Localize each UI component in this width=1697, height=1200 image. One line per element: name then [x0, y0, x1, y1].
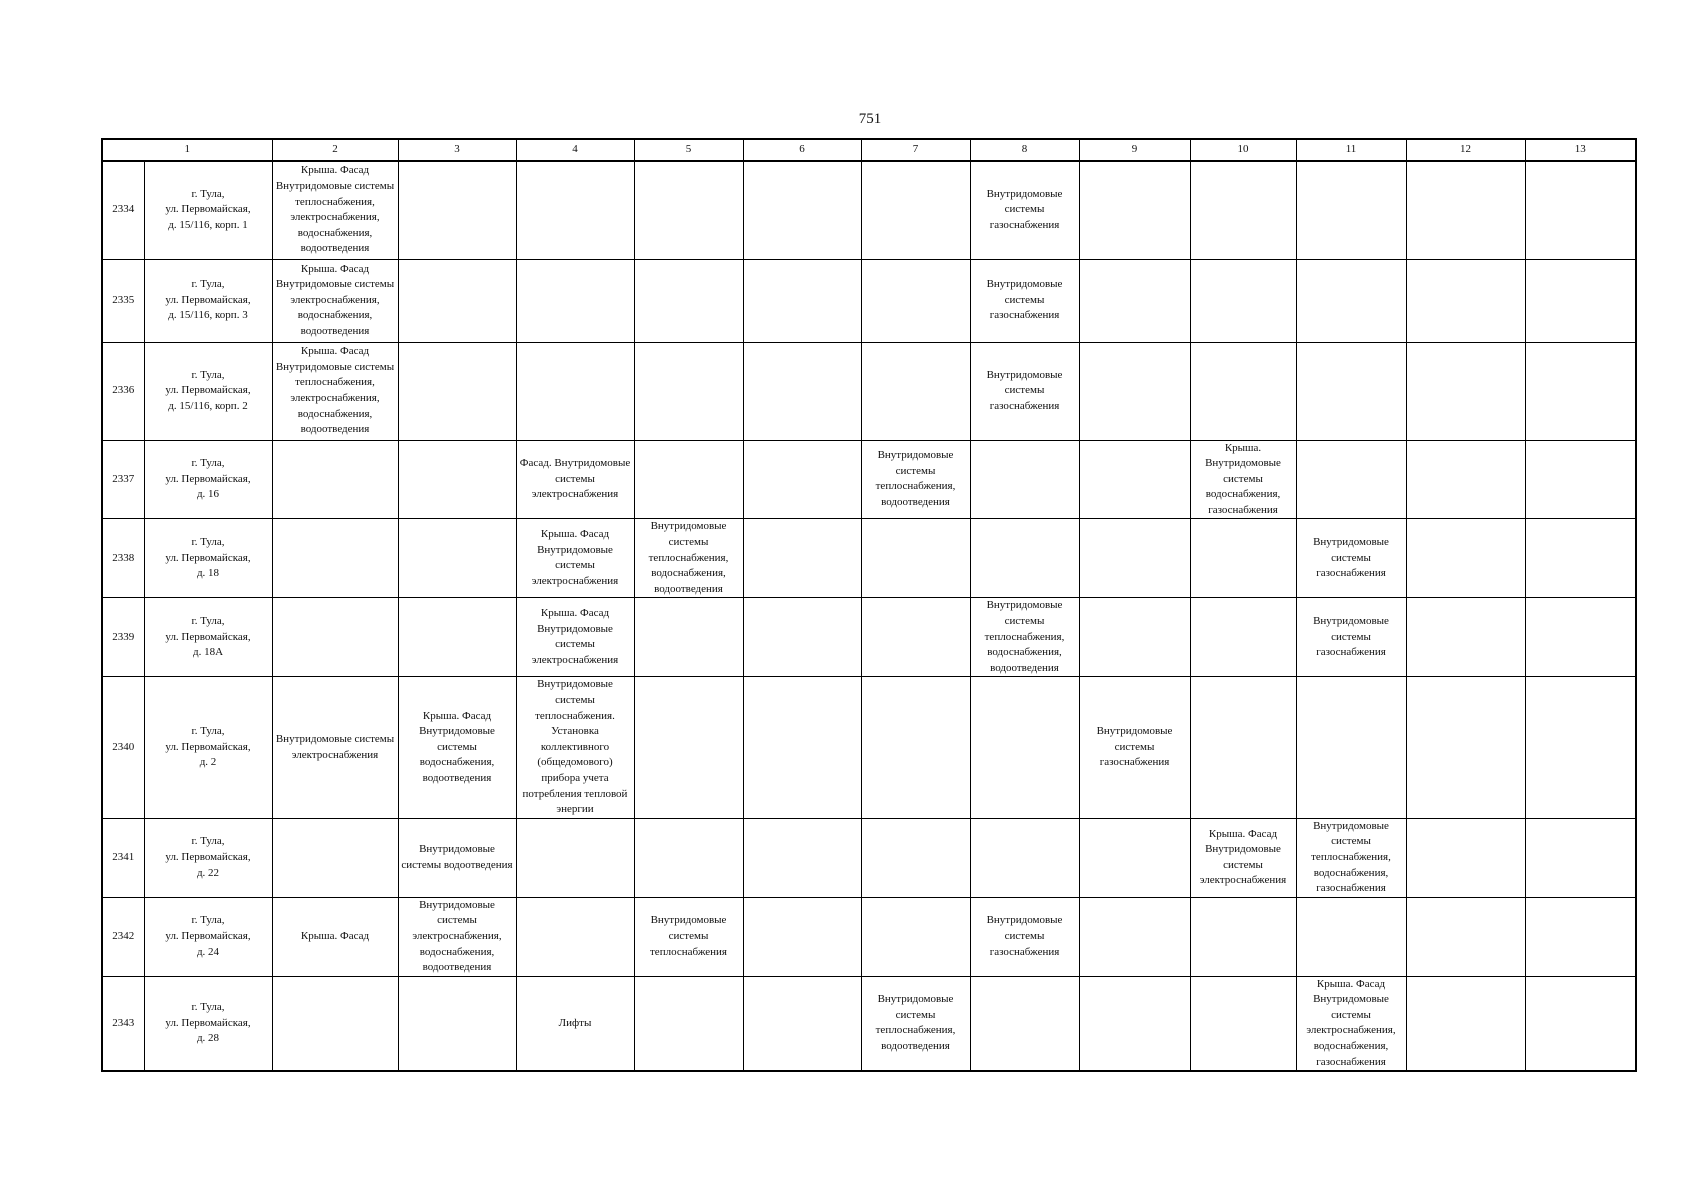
work-cell-col-12 [1406, 598, 1525, 677]
work-cell-col-13 [1525, 897, 1636, 976]
work-cell-col-10 [1190, 976, 1296, 1071]
work-cell-col-3: Крыша. Фасад Внутридомовые системы водоснабжения, водоотведения [398, 677, 516, 818]
address-line: г. Тула, [191, 187, 225, 200]
row-number: 2339 [102, 598, 144, 677]
work-cell-col-13 [1525, 440, 1636, 519]
work-cell-col-3 [398, 519, 516, 598]
work-cell-col-11 [1296, 897, 1406, 976]
work-cell-col-9 [1079, 976, 1190, 1071]
table-row [102, 342, 1636, 440]
work-cell-col-3 [398, 598, 516, 677]
work-cell-col-13 [1525, 818, 1636, 897]
address-cell [144, 598, 272, 677]
column-header-6: 6 [743, 139, 861, 161]
work-cell-col-6 [743, 519, 861, 598]
address-line: ул. Первомайская, [165, 293, 251, 306]
work-cell-col-4: Лифты [516, 976, 634, 1071]
work-cell-col-6 [743, 440, 861, 519]
repair-schedule-table [101, 138, 1637, 1072]
address-cell [144, 161, 272, 259]
table-row [102, 976, 1636, 1071]
work-cell-col-2: Крыша. Фасад Внутридомовые системы теплоснабжения, электроснабжения, водоснабжения, водоотведения [272, 161, 398, 259]
row-number: 2341 [102, 818, 144, 897]
work-cell-col-11 [1296, 259, 1406, 342]
column-header-12: 12 [1406, 139, 1525, 161]
work-cell-col-4: Фасад. Внутридомовые системы электроснабжения [516, 440, 634, 519]
work-cell-col-2 [272, 519, 398, 598]
work-cell-col-7 [861, 897, 970, 976]
work-cell-col-3: Внутридомовые системы электроснабжения, водоснабжения, водоотведения [398, 897, 516, 976]
work-cell-col-2: Крыша. Фасад Внутридомовые системы электроснабжения, водоснабжения, водоотведения [272, 259, 398, 342]
address-line: д. 22 [196, 866, 220, 879]
table-row [102, 519, 1636, 598]
work-cell-col-10 [1190, 897, 1296, 976]
address-line: г. Тула, [191, 457, 225, 470]
work-cell-col-5 [634, 259, 743, 342]
work-cell-col-9 [1079, 519, 1190, 598]
work-cell-col-10 [1190, 259, 1296, 342]
table-row [102, 677, 1636, 818]
work-cell-col-9 [1079, 897, 1190, 976]
work-cell-col-7: Внутридомовые системы теплоснабжения, водоотведения [861, 440, 970, 519]
address-cell [144, 677, 272, 818]
work-cell-col-4: Крыша. Фасад Внутридомовые системы электроснабжения [516, 519, 634, 598]
work-cell-col-2: Крыша. Фасад [272, 897, 398, 976]
work-cell-col-9 [1079, 259, 1190, 342]
work-cell-col-6 [743, 598, 861, 677]
work-cell-col-8: Внутридомовые системы газоснабжения [970, 259, 1079, 342]
work-cell-col-2 [272, 598, 398, 677]
work-cell-col-9: Внутридомовые системы газоснабжения [1079, 677, 1190, 818]
work-cell-col-10 [1190, 342, 1296, 440]
work-cell-col-10 [1190, 519, 1296, 598]
work-cell-col-7 [861, 161, 970, 259]
work-cell-col-4 [516, 259, 634, 342]
work-cell-col-4 [516, 897, 634, 976]
work-cell-col-12 [1406, 259, 1525, 342]
address-cell [144, 519, 272, 598]
column-header-11: 11 [1296, 139, 1406, 161]
work-cell-col-12 [1406, 342, 1525, 440]
work-cell-col-10 [1190, 677, 1296, 818]
work-cell-col-5 [634, 161, 743, 259]
work-cell-col-13 [1525, 342, 1636, 440]
work-cell-col-6 [743, 976, 861, 1071]
column-header-1: 1 [102, 139, 272, 161]
work-cell-col-6 [743, 818, 861, 897]
work-cell-col-4 [516, 342, 634, 440]
work-cell-col-10 [1190, 598, 1296, 677]
work-cell-col-11 [1296, 161, 1406, 259]
work-cell-col-13 [1525, 976, 1636, 1071]
address-line: г. Тула, [191, 615, 225, 628]
work-cell-col-11: Внутридомовые системы газоснабжения [1296, 598, 1406, 677]
row-number: 2336 [102, 342, 144, 440]
address-line: ул. Первомайская, [165, 203, 251, 216]
work-cell-col-2 [272, 976, 398, 1071]
address-line: ул. Первомайская, [165, 630, 251, 643]
work-cell-col-6 [743, 677, 861, 818]
table-row [102, 259, 1636, 342]
work-cell-col-8 [970, 519, 1079, 598]
work-cell-col-8 [970, 976, 1079, 1071]
work-cell-col-9 [1079, 818, 1190, 897]
address-line: д. 24 [196, 945, 220, 958]
work-cell-col-6 [743, 259, 861, 342]
work-cell-col-8: Внутридомовые системы газоснабжения [970, 897, 1079, 976]
address-cell [144, 897, 272, 976]
page-number: 751 [858, 111, 882, 127]
work-cell-col-12 [1406, 519, 1525, 598]
address-line: г. Тула, [191, 1001, 225, 1014]
address-cell [144, 342, 272, 440]
address-line: г. Тула, [191, 368, 225, 381]
address-line: д. 28 [196, 1032, 220, 1045]
work-cell-col-5 [634, 677, 743, 818]
work-cell-col-3 [398, 440, 516, 519]
column-header-7: 7 [861, 139, 970, 161]
column-number-row [102, 139, 1636, 161]
work-cell-col-5 [634, 598, 743, 677]
column-header-9: 9 [1079, 139, 1190, 161]
work-cell-col-8 [970, 818, 1079, 897]
work-cell-col-4: Внутридомовые системы теплоснабжения. Установка коллективного (общедомового) прибора учета потребления тепловой энергии [516, 677, 634, 818]
work-cell-col-9 [1079, 598, 1190, 677]
work-cell-col-2 [272, 440, 398, 519]
work-cell-col-13 [1525, 259, 1636, 342]
work-cell-col-11: Крыша. Фасад Внутридомовые системы электроснабжения, водоснабжения, газоснабжения [1296, 976, 1406, 1071]
work-cell-col-13 [1525, 677, 1636, 818]
work-cell-col-2: Крыша. Фасад Внутридомовые системы теплоснабжения, электроснабжения, водоснабжения, водоотведения [272, 342, 398, 440]
work-cell-col-7 [861, 342, 970, 440]
row-number: 2335 [102, 259, 144, 342]
address-line: г. Тула, [191, 914, 225, 927]
row-number: 2334 [102, 161, 144, 259]
address-line: д. 18А [192, 646, 224, 659]
address-line: ул. Первомайская, [165, 1016, 251, 1029]
table-row [102, 818, 1636, 897]
column-header-13: 13 [1525, 139, 1636, 161]
address-line: ул. Первомайская, [165, 929, 251, 942]
table-row [102, 897, 1636, 976]
work-cell-col-11: Внутридомовые системы теплоснабжения, водоснабжения, газоснабжения [1296, 818, 1406, 897]
work-cell-col-6 [743, 161, 861, 259]
table-row [102, 598, 1636, 677]
work-cell-col-13 [1525, 598, 1636, 677]
row-number: 2342 [102, 897, 144, 976]
row-number: 2337 [102, 440, 144, 519]
work-cell-col-5 [634, 976, 743, 1071]
column-header-4: 4 [516, 139, 634, 161]
work-cell-col-8: Внутридомовые системы газоснабжения [970, 342, 1079, 440]
work-cell-col-9 [1079, 161, 1190, 259]
work-cell-col-5: Внутридомовые системы теплоснабжения, водоснабжения, водоотведения [634, 519, 743, 598]
work-cell-col-4: Крыша. Фасад Внутридомовые системы электроснабжения [516, 598, 634, 677]
work-cell-col-12 [1406, 818, 1525, 897]
work-cell-col-10: Крыша. Фасад Внутридомовые системы электроснабжения [1190, 818, 1296, 897]
address-line: ул. Первомайская, [165, 472, 251, 485]
work-cell-col-11 [1296, 440, 1406, 519]
work-cell-col-3 [398, 259, 516, 342]
work-cell-col-4 [516, 161, 634, 259]
address-cell [144, 440, 272, 519]
work-cell-col-10: Крыша. Внутридомовые системы водоснабжения, газоснабжения [1190, 440, 1296, 519]
work-cell-col-7 [861, 818, 970, 897]
address-cell [144, 259, 272, 342]
work-cell-col-6 [743, 897, 861, 976]
work-cell-col-5 [634, 440, 743, 519]
address-cell [144, 976, 272, 1071]
work-cell-col-10 [1190, 161, 1296, 259]
address-line: д. 15/116, корп. 3 [168, 309, 248, 322]
work-cell-col-4 [516, 818, 634, 897]
work-cell-col-8: Внутридомовые системы теплоснабжения, водоснабжения, водоотведения [970, 598, 1079, 677]
work-cell-col-3 [398, 161, 516, 259]
work-cell-col-5: Внутридомовые системы теплоснабжения [634, 897, 743, 976]
work-cell-col-9 [1079, 342, 1190, 440]
work-cell-col-2: Внутридомовые системы электроснабжения [272, 677, 398, 818]
work-cell-col-5 [634, 818, 743, 897]
work-cell-col-11: Внутридомовые системы газоснабжения [1296, 519, 1406, 598]
address-line: д. 16 [196, 488, 220, 501]
address-line: г. Тула, [191, 725, 225, 738]
address-line: д. 18 [196, 567, 220, 580]
work-cell-col-3 [398, 976, 516, 1071]
table-row [102, 161, 1636, 259]
address-line: ул. Первомайская, [165, 850, 251, 863]
work-cell-col-7 [861, 677, 970, 818]
work-cell-col-12 [1406, 440, 1525, 519]
work-cell-col-12 [1406, 897, 1525, 976]
address-line: д. 15/116, корп. 2 [168, 399, 248, 412]
address-line: г. Тула, [191, 835, 225, 848]
work-cell-col-7 [861, 519, 970, 598]
work-cell-col-12 [1406, 161, 1525, 259]
row-number: 2340 [102, 677, 144, 818]
work-cell-col-7 [861, 598, 970, 677]
address-line: ул. Первомайская, [165, 551, 251, 564]
column-header-2: 2 [272, 139, 398, 161]
work-cell-col-7 [861, 259, 970, 342]
work-cell-col-13 [1525, 519, 1636, 598]
work-cell-col-12 [1406, 976, 1525, 1071]
address-line: ул. Первомайская, [165, 384, 251, 397]
work-cell-col-11 [1296, 677, 1406, 818]
work-cell-col-5 [634, 342, 743, 440]
column-header-3: 3 [398, 139, 516, 161]
column-header-10: 10 [1190, 139, 1296, 161]
work-cell-col-13 [1525, 161, 1636, 259]
work-cell-col-2 [272, 818, 398, 897]
work-cell-col-8 [970, 440, 1079, 519]
address-line: д. 2 [199, 756, 217, 769]
work-cell-col-9 [1079, 440, 1190, 519]
work-cell-col-6 [743, 342, 861, 440]
address-line: ул. Первомайская, [165, 740, 251, 753]
column-header-5: 5 [634, 139, 743, 161]
address-line: г. Тула, [191, 278, 225, 291]
address-line: г. Тула, [191, 536, 225, 549]
address-cell [144, 818, 272, 897]
table-row [102, 440, 1636, 519]
column-header-8: 8 [970, 139, 1079, 161]
work-cell-col-3: Внутридомовые системы водоотведения [398, 818, 516, 897]
work-cell-col-3 [398, 342, 516, 440]
row-number: 2338 [102, 519, 144, 598]
table-body [102, 161, 1636, 1071]
work-cell-col-12 [1406, 677, 1525, 818]
row-number: 2343 [102, 976, 144, 1071]
work-cell-col-11 [1296, 342, 1406, 440]
work-cell-col-8: Внутридомовые системы газоснабжения [970, 161, 1079, 259]
address-line: д. 15/116, корп. 1 [168, 219, 248, 232]
work-cell-col-8 [970, 677, 1079, 818]
work-cell-col-7: Внутридомовые системы теплоснабжения, водоотведения [861, 976, 970, 1071]
